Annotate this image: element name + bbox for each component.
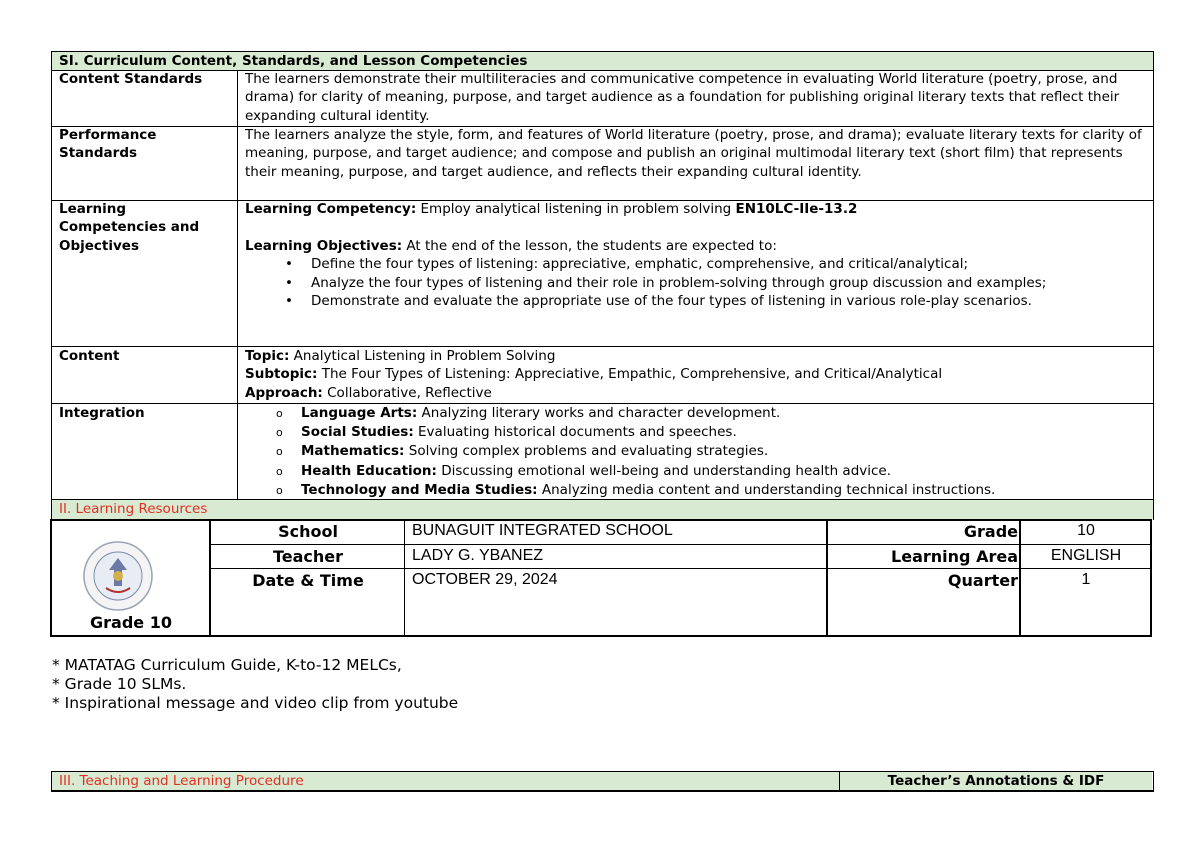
quarter-label: Quarter	[947, 571, 1018, 590]
section1-header: SI. Curriculum Content, Standards, and Lesson Competencies	[52, 52, 1153, 70]
approach-label: Approach:	[245, 384, 323, 401]
reference-item: * MATATAG Curriculum Guide, K-to-12 MELCs,	[52, 656, 402, 674]
approach-text: Collaborative, Reflective	[322, 384, 492, 401]
integration-label: Integration	[59, 405, 145, 421]
integration-text: Analyzing media content and understanding technical instructions.	[537, 481, 996, 498]
competency-label: Learning Competency:	[245, 201, 417, 217]
school-label: School	[278, 522, 338, 541]
date-time-value: OCTOBER 29, 2024	[412, 571, 558, 588]
topic-label: Topic:	[245, 348, 290, 364]
section3-header: III. Teaching and Learning Procedure	[52, 772, 839, 790]
teacher-value: LADY G. YBANEZ	[412, 547, 544, 564]
integration-item	[301, 423, 1146, 442]
grade-caption: Grade 10	[90, 613, 172, 632]
approach-line	[245, 384, 1146, 402]
integration-subject: Language Arts:	[301, 405, 418, 421]
references-list	[52, 656, 752, 713]
learning-competency	[245, 200, 1146, 218]
integration-text: Solving complex problems and evaluating strategies.	[404, 443, 769, 460]
integration-subject: Health Education:	[301, 462, 437, 479]
section2-header: II. Learning Resources	[52, 500, 1153, 519]
integration-item	[301, 442, 1146, 461]
competency-code: EN10LC-IIe-13.2	[735, 201, 858, 217]
teacher-annotations-header: Teacher’s Annotations & IDF	[840, 772, 1152, 790]
deped-seal-icon	[82, 540, 154, 612]
objectives-intro: At the end of the lesson, the students are expected to:	[402, 237, 777, 254]
objective-item: • Demonstrate and evaluate the appropriate use of the four types of listening in various role-play scenarios.	[311, 292, 1146, 310]
integration-subject: Mathematics:	[301, 443, 405, 460]
integration-text: Analyzing literary works and character development.	[417, 405, 781, 421]
integration-subject: Technology and Media Studies:	[301, 481, 538, 498]
content-label: Content	[59, 348, 120, 364]
integration-subject: Social Studies:	[301, 424, 414, 441]
learning-area-label: Learning Area	[891, 547, 1018, 566]
grade-label: Grade	[963, 522, 1018, 541]
performance-standards-text: The learners analyze the style, form, and features of World literature (poetry, prose, and drama); evaluate literary texts for clarity of meaning, purpose, and target audience; and compose and publish an original multimodal literary text (short film) that represents their meaning, purpose, and target audience, and reflects their expanding cultural identity.	[245, 127, 1142, 180]
learning-area-value: ENGLISH	[1050, 547, 1122, 564]
topic-text: Analytical Listening in Problem Solving	[289, 348, 556, 364]
reference-item: * Grade 10 SLMs.	[52, 675, 187, 693]
learning-objectives	[245, 237, 1146, 255]
integration-item	[301, 462, 1146, 481]
reference-item: * Inspirational message and video clip from youtube	[52, 694, 459, 712]
integration-cell	[238, 404, 1153, 500]
performance-standards-label: Performance Standards	[59, 127, 157, 162]
integration-item	[301, 404, 1146, 423]
competencies-label: Learning Competencies and Objectives	[59, 201, 200, 254]
school-value: BUNAGUIT INTEGRATED SCHOOL	[412, 522, 673, 539]
objective-item: • Define the four types of listening: appreciative, emphatic, comprehensive, and critical/analytical;	[311, 255, 1146, 273]
integration-text: Evaluating historical documents and speeches.	[413, 424, 737, 441]
date-time-label: Date & Time	[252, 571, 364, 590]
objectives-label: Learning Objectives:	[245, 237, 403, 254]
competencies-cell	[238, 200, 1153, 310]
competency-text: Employ analytical listening in problem solving	[416, 201, 736, 217]
integration-list	[245, 404, 1146, 500]
objectives-list	[245, 255, 1146, 310]
content-cell	[238, 347, 1153, 402]
integration-text: Discussing emotional well-being and understanding health advice.	[436, 462, 892, 479]
topic-line	[245, 347, 1146, 365]
quarter-value: 1	[1081, 571, 1091, 588]
objective-item: • Analyze the four types of listening and their role in problem-solving through group discussion and examples;	[311, 274, 1146, 292]
content-standards-text: The learners demonstrate their multiliteracies and communicative competence in evaluating World literature (poetry, prose, and drama) for clarity of meaning, purpose, and target audience as a foundation for publishing original literary texts that reflect their expanding cultural identity.	[245, 71, 1120, 124]
subtopic-line	[245, 365, 1146, 383]
grade-value: 10	[1077, 522, 1095, 539]
content-standards-label: Content Standards	[59, 71, 203, 87]
subtopic-text: The Four Types of Listening: Appreciative, Empathic, Comprehensive, and Critical/Analytical	[317, 366, 943, 383]
subtopic-label: Subtopic:	[245, 366, 318, 383]
teacher-label: Teacher	[272, 547, 344, 566]
deped-seal	[82, 540, 154, 612]
integration-item	[301, 481, 1146, 500]
